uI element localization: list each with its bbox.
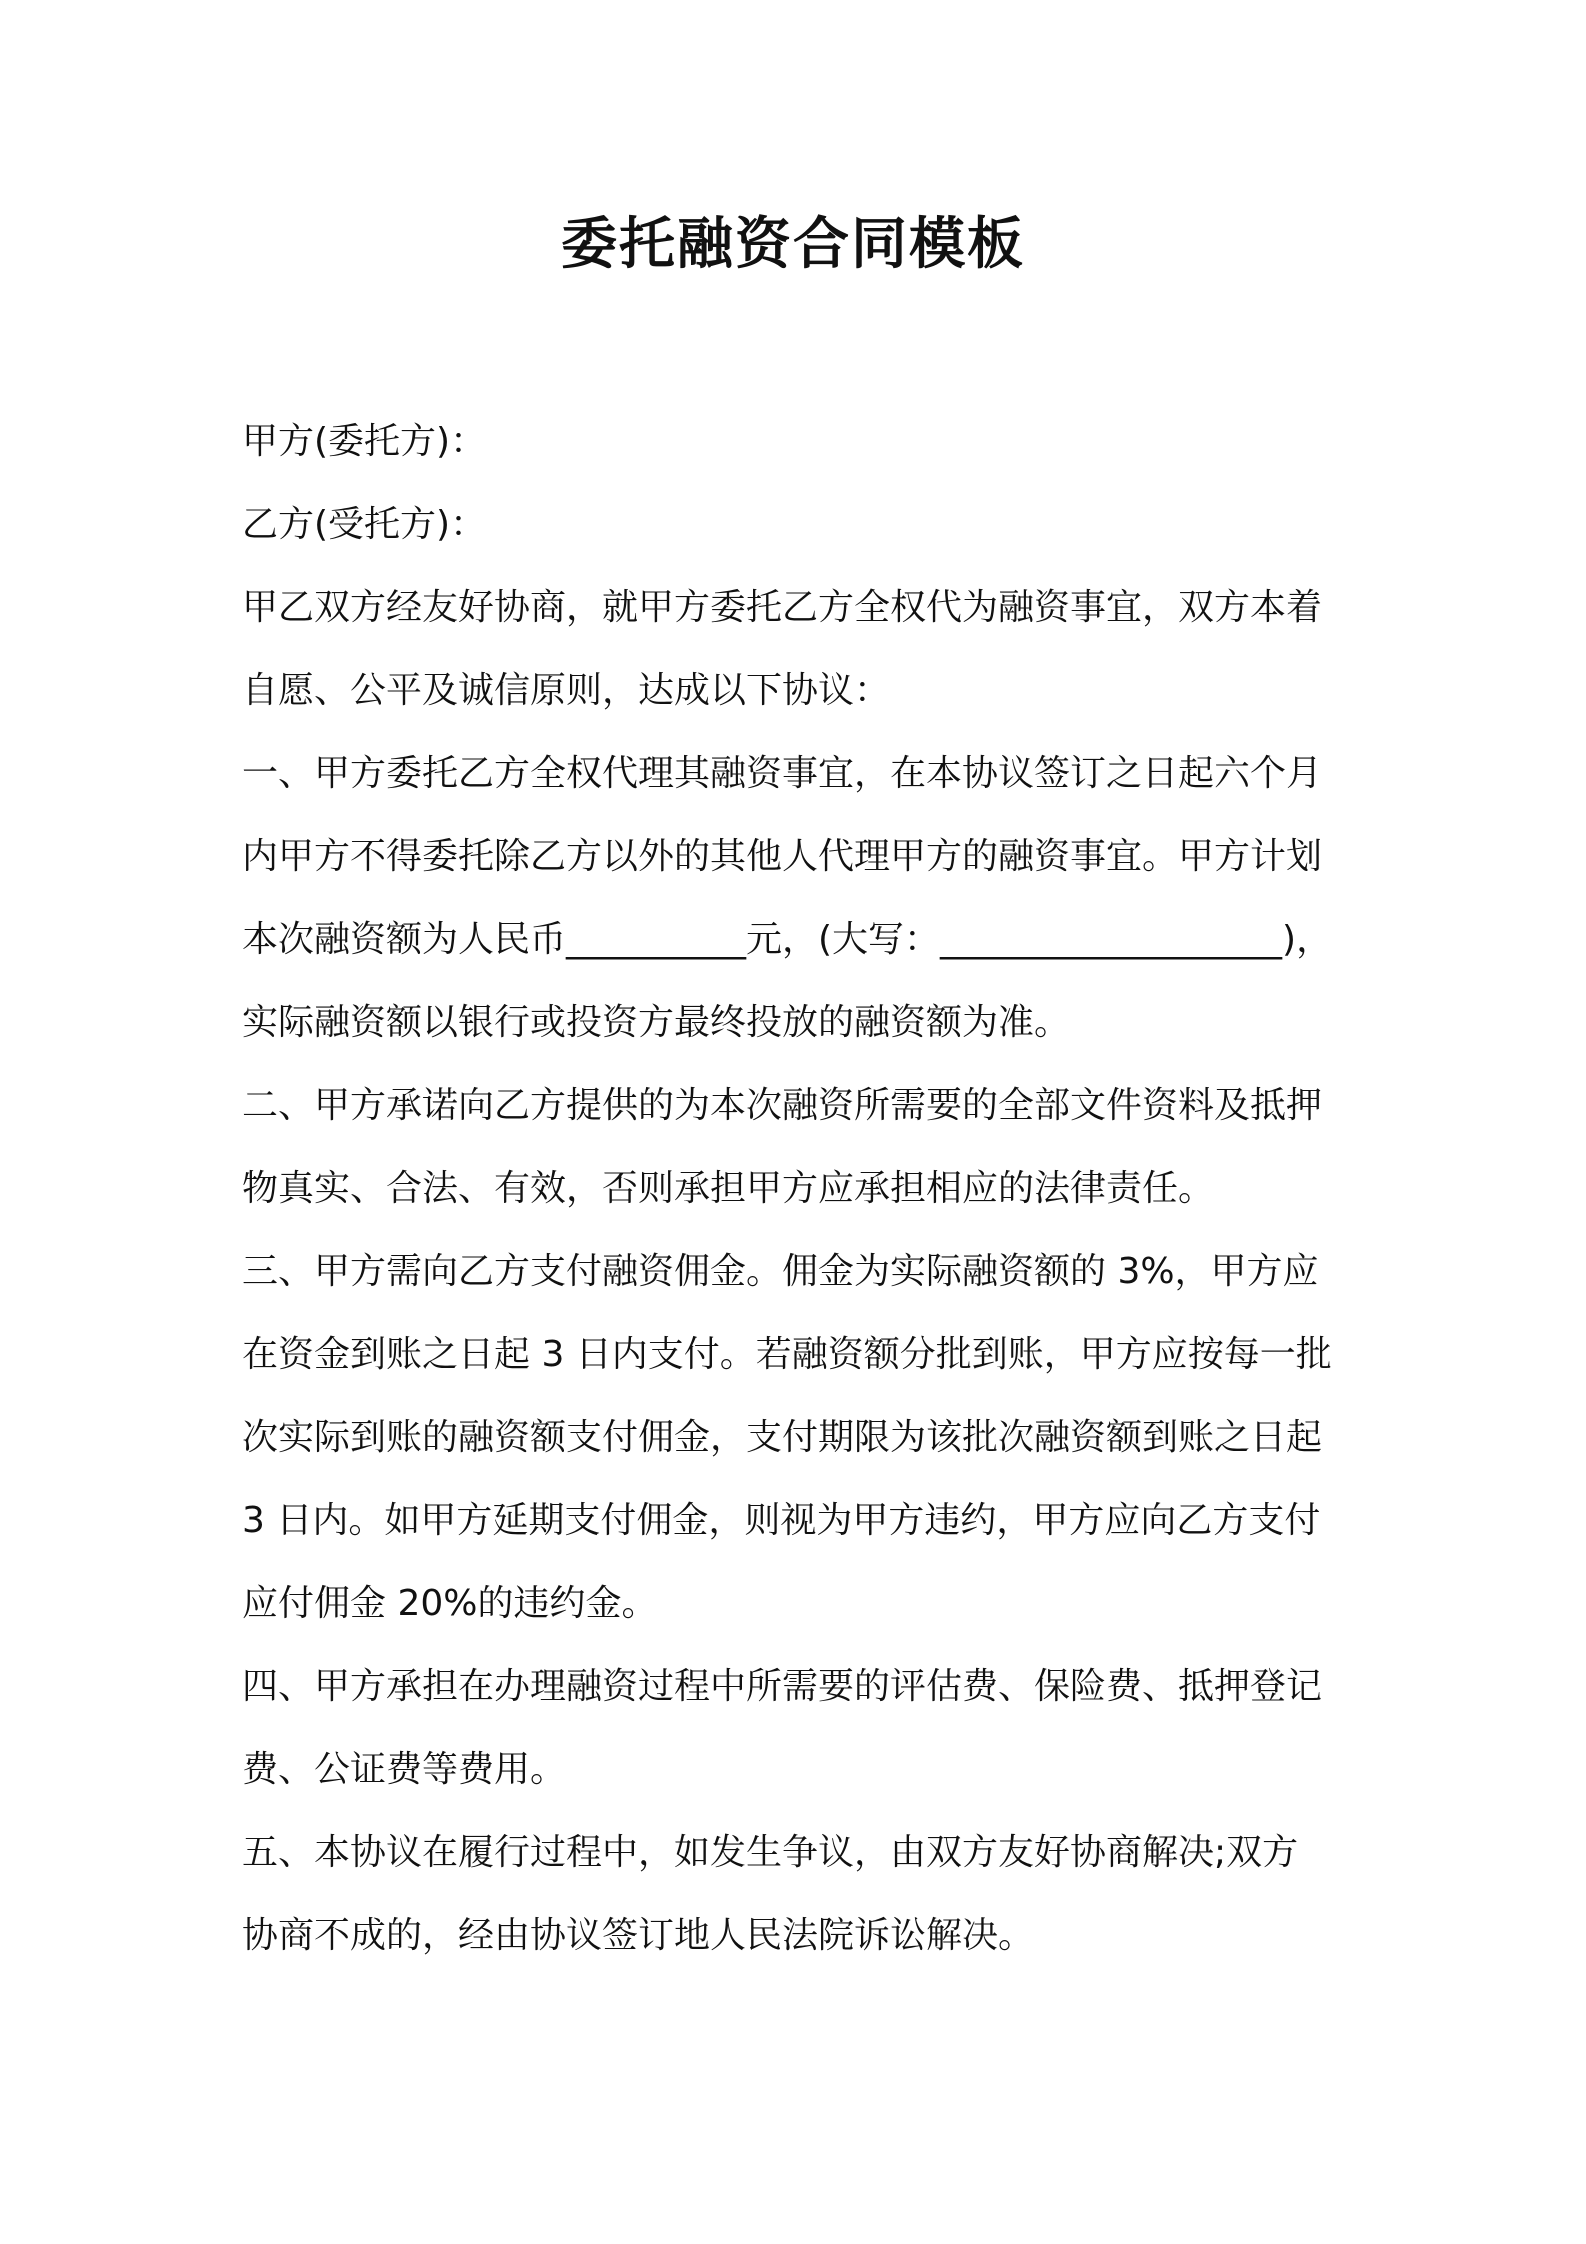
clause-1-line: 一、甲方委托乙方全权代理其融资事宜，在本协议签订之日起六个月 [242, 753, 1323, 794]
preamble-line: 自愿、公平及诚信原则，达成以下协议： [242, 670, 891, 711]
clause-1-amount-line: 本次融资额为人民币__________元，(大写：___________________)， [242, 919, 1333, 960]
clause-2-line: 二、甲方承诺向乙方提供的为本次融资所需要的全部文件资料及抵押 [242, 1085, 1323, 1126]
clause-3-line: 3 日内。如甲方延期支付佣金，则视为甲方违约，甲方应向乙方支付 [242, 1500, 1321, 1541]
clause-3-line: 应付佣金 20%的违约金。 [242, 1583, 658, 1624]
clause-4-line: 费、公证费等费用。 [242, 1749, 567, 1790]
clause-4-line: 四、甲方承担在办理融资过程中所需要的评估费、保险费、抵押登记 [242, 1666, 1323, 1707]
document-body [242, 400, 1362, 1977]
clause-1-line: 内甲方不得委托除乙方以外的其他人代理甲方的融资事宜。甲方计划 [242, 836, 1323, 877]
party-b-line: 乙方(受托方)： [242, 504, 487, 545]
document-title: 委托融资合同模板 [561, 212, 1025, 277]
clause-5-line: 协商不成的，经由协议签订地人民法院诉讼解决。 [242, 1915, 1035, 1956]
party-a-line: 甲方(委托方)： [242, 421, 487, 462]
preamble-line: 甲乙双方经友好协商，就甲方委托乙方全权代为融资事宜，双方本着 [242, 587, 1323, 628]
clause-2-line: 物真实、合法、有效，否则承担甲方应承担相应的法律责任。 [242, 1168, 1215, 1209]
clause-3-line: 在资金到账之日起 3 日内支付。若融资额分批到账，甲方应按每一批 [242, 1334, 1332, 1375]
clause-3-line: 三、甲方需向乙方支付融资佣金。佣金为实际融资额的 3%，甲方应 [242, 1251, 1319, 1292]
clause-5-line: 五、本协议在履行过程中，如发生争议，由双方友好协商解决;双方 [242, 1832, 1299, 1873]
clause-3-line: 次实际到账的融资额支付佣金，支付期限为该批次融资额到账之日起 [242, 1417, 1323, 1458]
clause-1-line: 实际融资额以银行或投资方最终投放的融资额为准。 [242, 1002, 1071, 1043]
